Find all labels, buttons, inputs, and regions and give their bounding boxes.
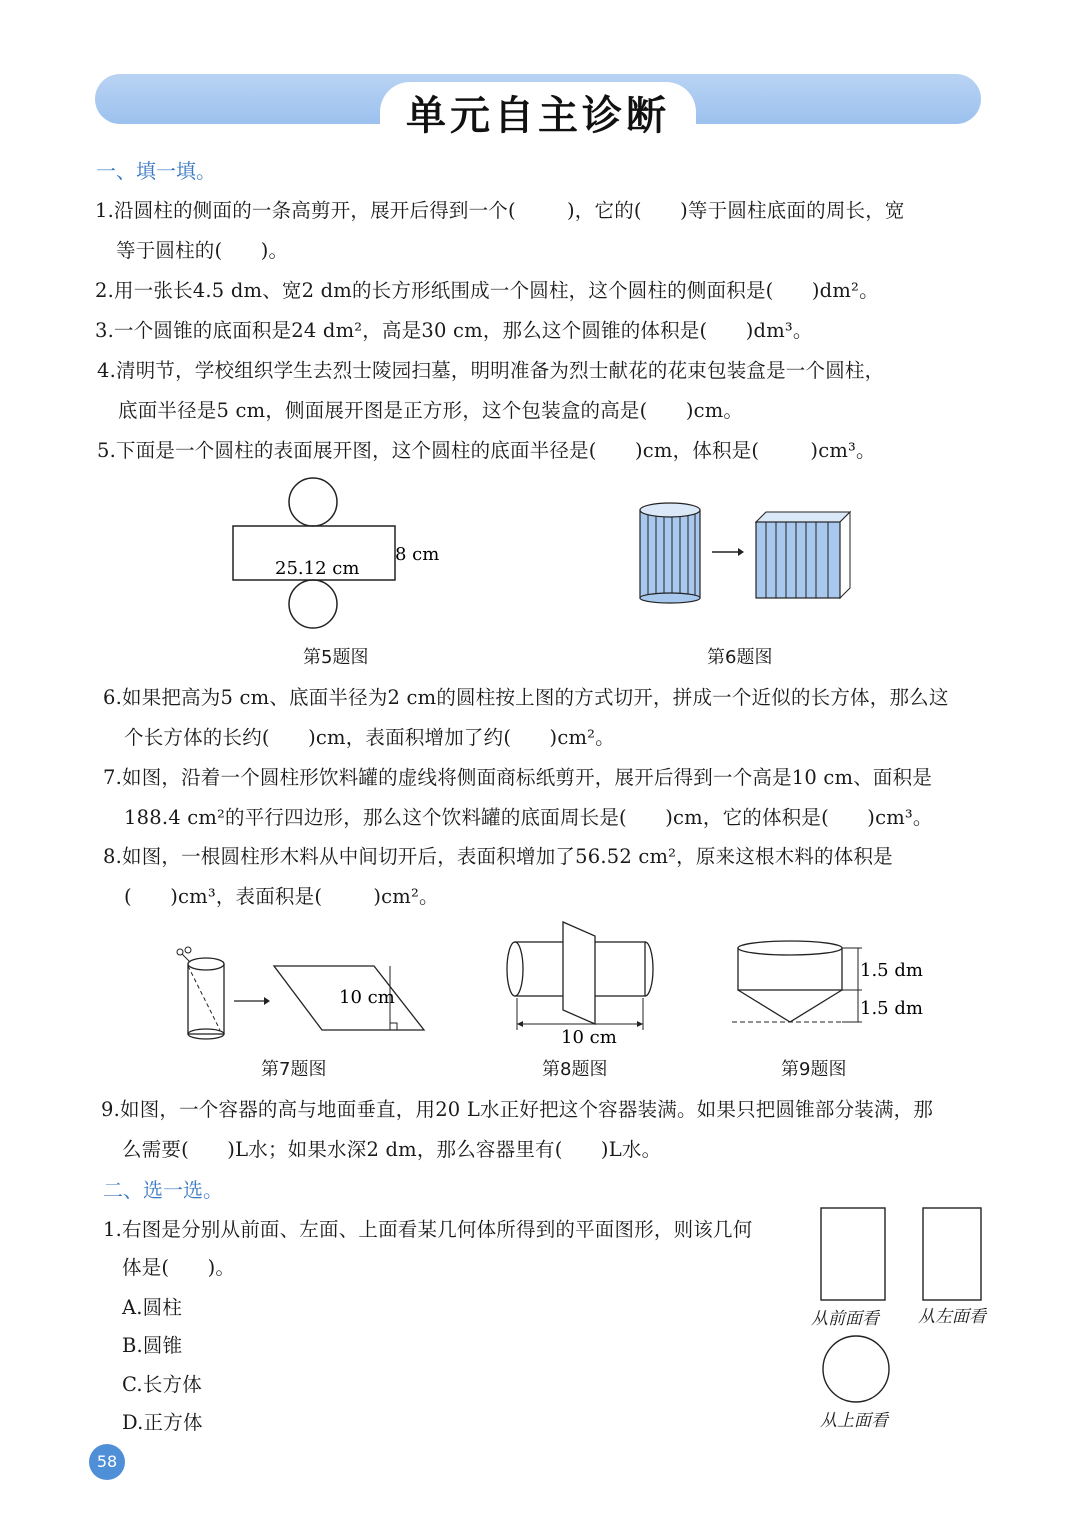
question-line: 188.4 cm²的平行四边形，那么这个饮料罐的底面周长是( )cm，它的体积是( )cm³。 xyxy=(124,806,933,829)
fig9-caption: 第9题图 xyxy=(781,1059,847,1080)
question-line: 3.一个圆锥的底面积是24 dm²，高是30 cm，那么这个圆锥的体积是( )dm³。 xyxy=(95,319,813,342)
fig7-caption: 第7题图 xyxy=(261,1059,327,1080)
section-fill-heading: 一、填一填。 xyxy=(96,159,216,183)
figure-8-cut-log xyxy=(505,918,655,1048)
fig6-caption: 第6题图 xyxy=(707,647,773,668)
question-line: 个长方体的长约( )cm，表面积增加了约( )cm²。 xyxy=(124,726,615,749)
figure-7-can-label xyxy=(170,944,430,1044)
figure-5-cylinder-net xyxy=(225,472,455,632)
choice-option-b[interactable]: B.圆锥 xyxy=(122,1334,183,1357)
question-line: 6.如果把高为5 cm、底面半径为2 cm的圆柱按上图的方式切开，拼成一个近似的长方体，那么这 xyxy=(103,686,949,709)
fig8-caption: 第8题图 xyxy=(542,1059,608,1080)
question-line: 底面半径是5 cm，侧面展开图是正方形，这个包装盒的高是( )cm。 xyxy=(118,399,744,422)
question-line: 7.如图，沿着一个圆柱形饮料罐的虚线将侧面商标纸剪开，展开后得到一个高是10 cm、面积是 xyxy=(103,766,933,789)
fig8-length-label: 10 cm xyxy=(561,1027,617,1048)
choice-option-d[interactable]: D.正方体 xyxy=(122,1411,203,1434)
fig7-height-label: 10 cm xyxy=(339,987,395,1008)
page-title: 单元自主诊断 xyxy=(406,93,670,139)
question-line: 么需要( )L水；如果水深2 dm，那么容器里有( )L水。 xyxy=(122,1138,662,1161)
top-view-label: 从上面看 xyxy=(820,1411,888,1431)
fig5-width-label: 25.12 cm xyxy=(275,558,360,579)
section-choose-heading: 二、选一选。 xyxy=(103,1178,223,1202)
figure-6-cylinder-to-box xyxy=(638,500,858,610)
question-line: ( )cm³，表面积是( )cm²。 xyxy=(124,885,439,908)
question-line: 2.用一张长4.5 dm、宽2 dm的长方形纸围成一个圆柱，这个圆柱的侧面积是( )dm²。 xyxy=(95,279,879,302)
question-line: 1.沿圆柱的侧面的一条高剪开，展开后得到一个( )，它的( )等于圆柱底面的周长，宽 xyxy=(95,199,905,222)
choice-question-line: 体是( )。 xyxy=(122,1256,236,1279)
choice-option-a[interactable]: A.圆柱 xyxy=(122,1296,183,1319)
question-line: 8.如图，一根圆柱形木料从中间切开后，表面积增加了56.52 cm²，原来这根木料的体积是 xyxy=(103,845,893,868)
fig5-caption: 第5题图 xyxy=(303,647,369,668)
left-view-label: 从左面看 xyxy=(918,1307,986,1327)
question-line: 等于圆柱的( )。 xyxy=(116,239,289,262)
question-line: 9.如图，一个容器的高与地面垂直，用20 L水正好把这个容器装满。如果只把圆锥部分装满，那 xyxy=(101,1098,934,1121)
fig9-top-label: 1.5 dm xyxy=(860,960,923,981)
front-view-label: 从前面看 xyxy=(811,1309,879,1329)
fig9-bottom-label: 1.5 dm xyxy=(860,998,923,1019)
question-line: 5.下面是一个圆柱的表面展开图，这个圆柱的底面半径是( )cm，体积是( )cm³。 xyxy=(97,439,876,462)
fig5-height-label: 8 cm xyxy=(395,544,440,565)
figure-9-container xyxy=(730,936,930,1032)
page-number: 58 xyxy=(89,1444,125,1480)
question-line: 4.清明节，学校组织学生去烈士陵园扫墓，明明准备为烈士献花的花束包装盒是一个圆柱， xyxy=(97,359,885,382)
choice-question-line: 1.右图是分别从前面、左面、上面看某几何体所得到的平面图形，则该几何 xyxy=(103,1218,753,1241)
choice-option-c[interactable]: C.长方体 xyxy=(122,1373,202,1396)
